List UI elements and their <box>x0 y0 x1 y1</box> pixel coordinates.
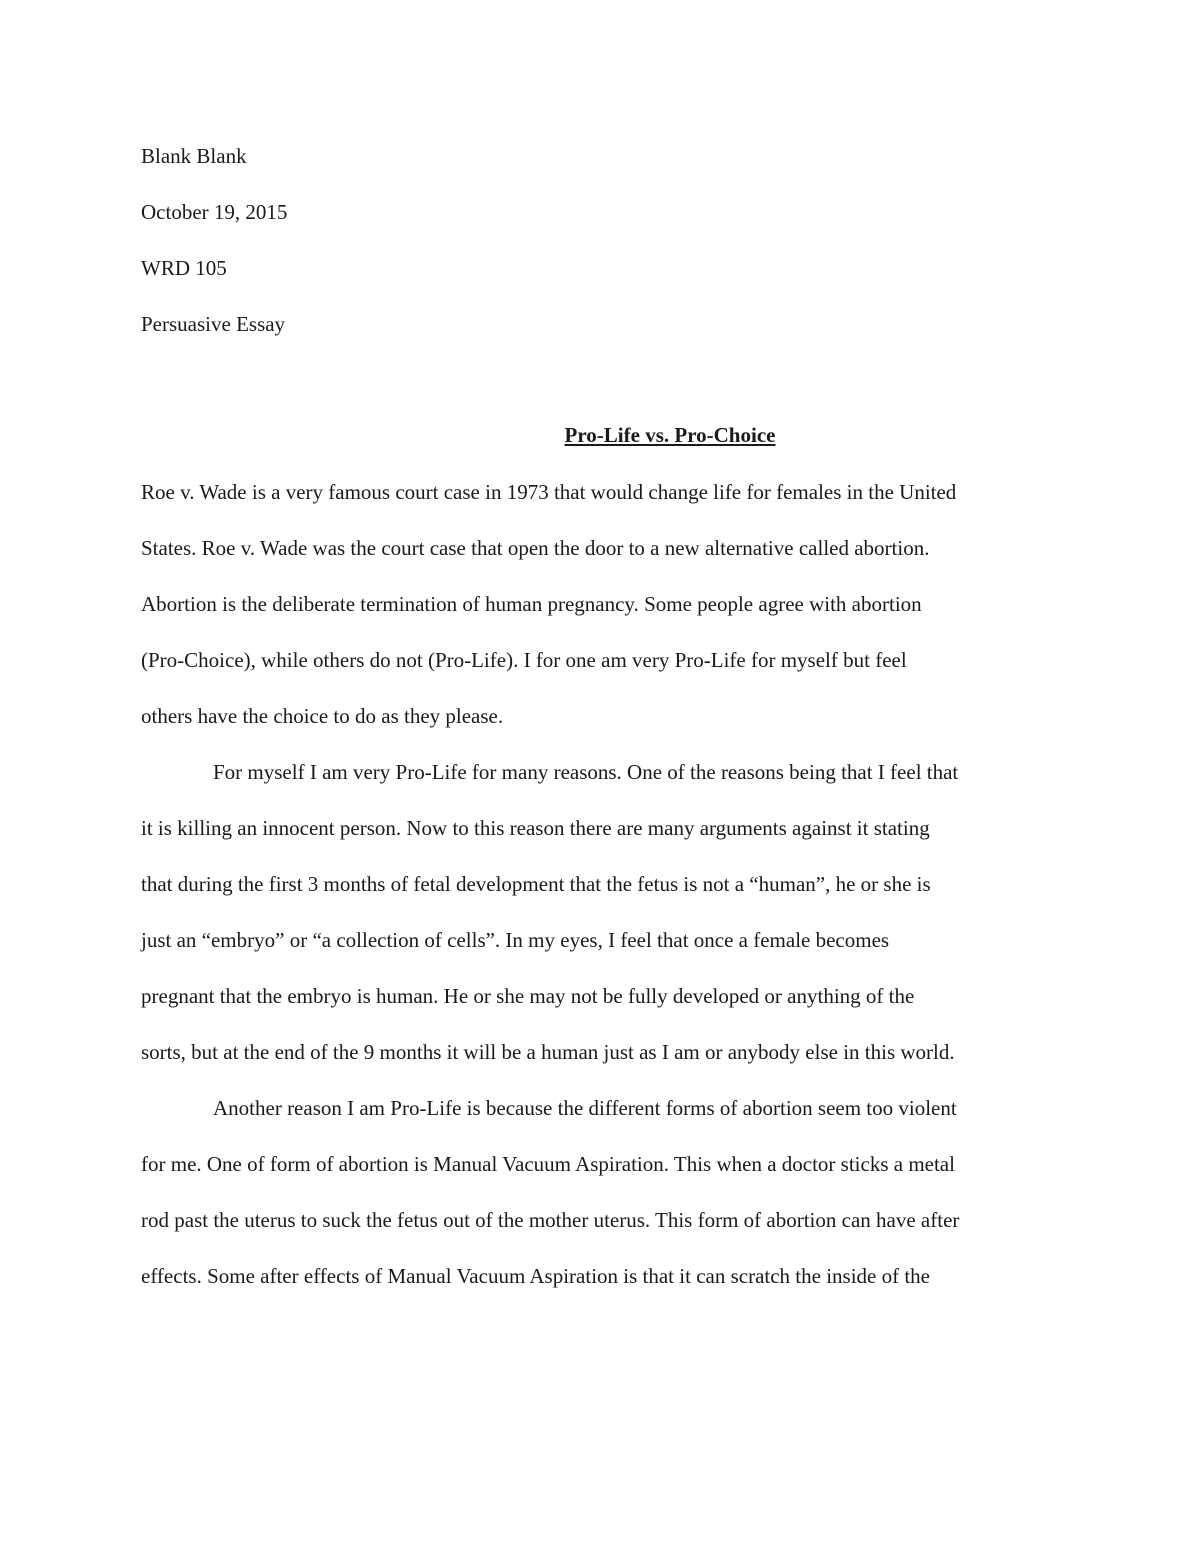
body-line: States. Roe v. Wade was the court case that open the door to a new alternative called abortion. <box>141 536 930 560</box>
body-line: for me. One of form of abortion is Manual Vacuum Aspiration. This when a doctor sticks a metal <box>141 1152 955 1176</box>
body-line: (Pro-Choice), while others do not (Pro-Life). I for one am very Pro-Life for myself but feel <box>141 648 907 672</box>
assignment-type: Persuasive Essay <box>141 312 286 336</box>
body-line: that during the first 3 months of fetal development that the fetus is not a “human”, he or she is <box>141 872 931 896</box>
author-name: Blank Blank <box>141 144 247 168</box>
body-line: effects. Some after effects of Manual Vacuum Aspiration is that it can scratch the inside of the <box>141 1264 931 1288</box>
body-line: rod past the uterus to suck the fetus out of the mother uterus. This form of abortion can have after <box>141 1208 960 1232</box>
body-line: pregnant that the embryo is human. He or she may not be fully developed or anything of the <box>141 984 915 1008</box>
body-line: sorts, but at the end of the 9 months it will be a human just as I am or anybody else in this world. <box>141 1040 955 1064</box>
body-line: it is killing an innocent person. Now to this reason there are many arguments against it stating <box>141 816 930 840</box>
course-code: WRD 105 <box>141 256 227 280</box>
body-line: just an “embryo” or “a collection of cells”. In my eyes, I feel that once a female becomes <box>141 928 890 952</box>
essay-date: October 19, 2015 <box>141 200 288 224</box>
essay-title: Pro-Life vs. Pro-Choice <box>564 423 776 447</box>
body-line: Another reason I am Pro-Life is because the different forms of abortion seem too violent <box>213 1096 957 1120</box>
body-line: Roe v. Wade is a very famous court case in 1973 that would change life for females in the United <box>141 480 957 504</box>
body-line: others have the choice to do as they please. <box>141 704 504 728</box>
body-line: For myself I am very Pro-Life for many reasons. One of the reasons being that I feel that <box>213 760 959 784</box>
body-line: Abortion is the deliberate termination of human pregnancy. Some people agree with abortion <box>141 592 922 616</box>
